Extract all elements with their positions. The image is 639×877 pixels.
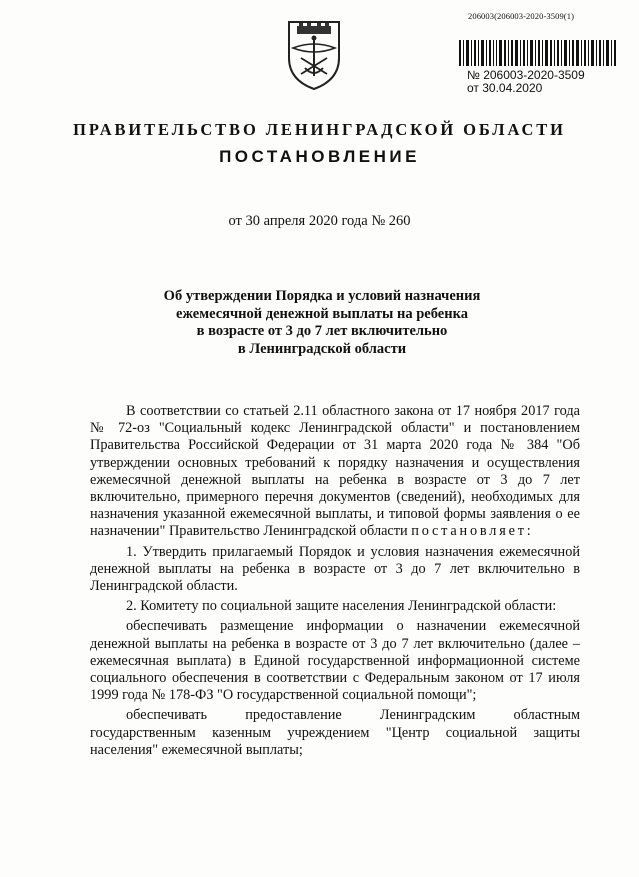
- clause-2-paragraph: 2. Комитету по социальной защите населения Ленинградской области:: [126, 598, 557, 615]
- subject-line: в возрасте от 3 до 7 лет включительно: [196, 323, 448, 339]
- subject-line: ежемесячной денежной выплаты на ребенка: [176, 305, 468, 322]
- preamble-paragraph: [90, 403, 580, 541]
- government-title: ПРАВИТЕЛЬСТВО ЛЕНИНГРАДСКОЙ ОБЛАСТИ: [73, 120, 566, 139]
- subject-line: в Ленинградской области: [237, 340, 407, 357]
- document-body: [90, 403, 580, 762]
- registration-number: № 206003-2020-3509: [467, 68, 585, 82]
- clause-1-paragraph: 1. Утвердить прилагаемый Порядок и условия назначения ежемесячной денежной выплаты на ребенка в возрасте от 3 до 7 лет включительно в Ленинградской области.: [90, 543, 580, 595]
- decree-keyword: постановляет:: [411, 523, 534, 540]
- document-code: 206003(206003-2020-3509(1): [468, 11, 575, 21]
- preamble-text: В соответствии со статьей 2.11 областного закона от 17 ноября 2017 года № 72-оз "Социальный кодекс Ленинградской области" и постановлением Правительства Российской Федерации от 31 марта 2020 года № 384 "Об утверждении основных требований к порядку назначения и осуществления ежемесячной денежной выплаты на ребенка в возрасте от 3 до 7 лет включительно, примерного перечня документов (сведений), необходимых для назначения указанной ежемесячной выплаты, и типовой формы заявления о ее назначении" Правительство Ленинградской области: [90, 403, 580, 540]
- registration-date: от 30.04.2020: [467, 81, 543, 95]
- document-type-heading: ПОСТАНОВЛЕНИЕ: [219, 147, 420, 166]
- document-subject: [140, 288, 504, 358]
- clause-2-item-paragraph: обеспечивать размещение информации о назначении ежемесячной денежной выплаты на ребенка в возрасте от 3 до 7 лет включительно (далее – ежемесячная выплата) в Единой государственной информационной системе социального обеспечения в соответствии с Федеральным законом от 17 июля 1999 года № 178-ФЗ "О государственной социальной помощи";: [90, 618, 580, 704]
- document-date-number: от 30 апреля 2020 года № 260: [228, 213, 411, 229]
- coat-of-arms-emblem: [283, 18, 345, 92]
- subject-line: Об утверждении Порядка и условий назначения: [163, 288, 481, 304]
- barcode: [459, 40, 619, 66]
- clause-2-item-paragraph: обеспечивать предоставление Ленинградским областным государственным казенным учреждением "Центр социальной защиты населения" ежемесячной выплаты;: [90, 707, 580, 758]
